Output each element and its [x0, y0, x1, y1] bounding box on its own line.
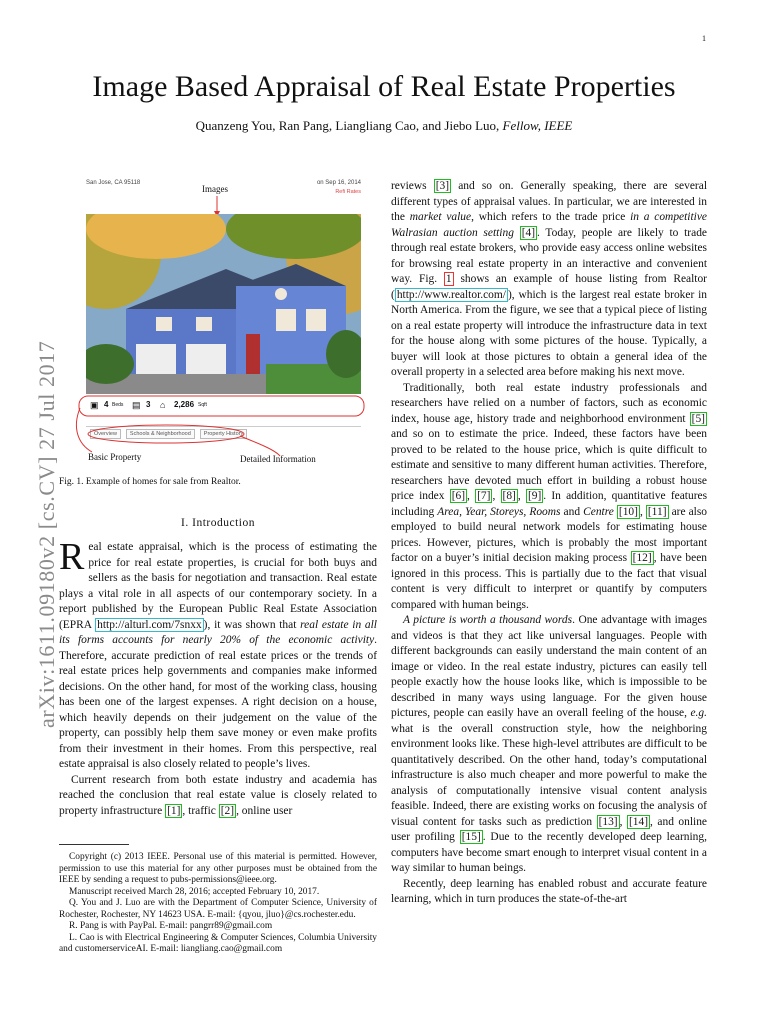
text: , have been ignored in this process. This is partially due to the fact that visual content is very difficult to interpret or quantify by computers compared with human beings.	[391, 552, 707, 611]
citation-link[interactable]: [5]	[691, 412, 705, 425]
text: ), it was shown that	[203, 618, 301, 631]
sqft-unit: Sqft	[198, 402, 207, 408]
text: ), which is the largest real estate broker in North America. From the figure, we see that a typical piece of listing on a real estate property will introduce the infrastructure data in text for the house along with some pictures of the house. Typically, a buyer will look at those pictures to obtain a general idea of the overall property in a selected area before making his next move.	[391, 288, 707, 378]
right-paragraph-1	[391, 179, 707, 381]
sqft-value: 2,286	[174, 400, 195, 409]
footnote: Manuscript received March 28, 2016; accepted February 10, 2017.	[69, 886, 320, 897]
citation-link[interactable]: [13]	[598, 815, 618, 828]
right-paragraph-3: A picture is worth a thousand words. One advantage with images and videos is that they act like universal languages. People with different backgrounds can easily understand the main content of an image or video. In the real estate industry, pictures can easily tell people exactly how the house looks like, which is impossible to be described in many ways using language. For the given house pictures, people can easily have an overall feeling of the house, e.g. what is the overall construction style, how the neighboring environment looks like. These high-level attributes are difficult to be quantitatively described. On the other hand, today’s computational infrastructure is also much cheaper and more powerful to make the analysis of computationally intensive visual content analysis feasible. Indeed, there are existing works on focusing the analysis of visual content for tasks such as prediction [13] , [14] , and online user profiling [15] . Due to the recently developed deep learning, computers have become smart enough to interpret visual content in a way similar to human beings.	[391, 614, 708, 874]
text: and	[560, 505, 584, 518]
beds-value: 4	[104, 400, 109, 409]
citation-link[interactable]: [3]	[435, 180, 450, 192]
intro-paragraph-2	[59, 773, 377, 820]
figure-images-label: Images	[202, 184, 228, 194]
sqft-icon: ⌂	[160, 400, 166, 410]
annotation-detailed: Detailed Information	[240, 454, 316, 464]
bath-icon: ▤	[132, 400, 141, 410]
tab-schools[interactable]: Schools & Neighborhood	[126, 429, 195, 439]
drop-cap: R	[59, 536, 85, 578]
footnote: L. Cao is with Electrical Engineering & Computer Sciences, Columbia University and customerserviceAI. E-mail: liangliang.cao@gmail.com	[59, 932, 377, 954]
text: , and online user profiling	[391, 815, 708, 843]
text: Current research from both estate industry and academia has reached the conclusion that real estate value is closely related to property infrastructure	[59, 773, 377, 817]
tab-history[interactable]: Property History	[200, 429, 247, 439]
author-names: Quanzeng You, Ran Pang, Liangliang Cao, and Jiebo Luo,	[195, 118, 500, 133]
citation-link[interactable]: [1]	[167, 804, 181, 817]
citation-link[interactable]: [2]	[220, 804, 235, 817]
citation-link[interactable]: [10]	[618, 505, 638, 518]
left-column	[59, 536, 377, 819]
citation-link[interactable]: [12]	[632, 552, 652, 564]
emphasis: Centre	[583, 505, 614, 518]
text: reviews	[391, 180, 434, 192]
text: . Today, people are likely to trade through real estate brokers, who provide easy access online websites for browsing real estate property in an interactive and convenient way. Fig.	[391, 226, 707, 285]
figure-location: San Jose, CA 95118	[86, 180, 141, 186]
emphasis: market value	[409, 211, 472, 223]
figure-caption: Fig. 1. Example of homes for sale from Realtor.	[59, 477, 241, 487]
baths-value: 3	[146, 400, 151, 409]
citation-link[interactable]: [11]	[647, 505, 667, 518]
text: what is the overall construction style, how the neighboring environment looks like. These high-level attributes are difficult to be quantitatively described. On the other hand, today’s computational infrastructure is also much cheaper and more powerful to make the analysis of computationally intensive visual content analysis feasible. Indeed, there are existing works on focusing the analysis of visual content for tasks such as prediction	[391, 722, 707, 828]
page-number: 1	[702, 34, 706, 43]
house-photo	[86, 214, 361, 402]
author-list	[0, 118, 768, 134]
epra-link[interactable]: http://alturl.com/7snxx	[97, 618, 202, 631]
annotation-lines	[70, 400, 330, 460]
text: Traditionally, both real estate industry professionals and researchers have relied on a number of factors, such as economic index, house age, history trade and neighborhood environment	[391, 381, 707, 425]
footnotes	[59, 852, 377, 956]
citation-link[interactable]: [14]	[628, 815, 649, 828]
emphasis: in a competitive Walrasian auction setting	[391, 211, 707, 239]
text: , which refers to the trade price	[471, 211, 631, 223]
realtor-link[interactable]: http://www.realtor.com/	[396, 288, 506, 301]
citation-link[interactable]: [9]	[527, 490, 542, 502]
author-suffix: Fellow, IEEE	[502, 118, 573, 133]
emphasis: A picture is worth a thousand words	[403, 614, 573, 626]
figure-date-sub: Refi Rates	[335, 189, 361, 195]
section-heading: I. Introduction	[181, 517, 255, 529]
text: . Therefore, accurate prediction of real estate prices or the trends of real estate prices help governments and companies make informed decisions. On the other hand, for most of the working class, housing has been one of the largest expenses. A right decision on a house, which heavily depends on their judgement on the value of the property, can possibly help them save money or even make profits from their investment in their homes. From this perspective, real estate appraisal is also closely related to people’s lives.	[59, 634, 377, 770]
footnote: Copyright (c) 2013 IEEE. Personal use of this material is permitted. However, permission to use this material for any other purposes must be obtained from the IEEE by sending a request to pubs-permissions@ieee.org.	[59, 852, 377, 885]
emphasis: e.g.	[690, 707, 707, 719]
arxiv-stamp: arXiv:1611.09180v2 [cs.CV] 27 Jul 2017	[34, 340, 59, 728]
bed-icon: ▣	[90, 400, 99, 410]
tab-overview[interactable]: Overview	[90, 429, 121, 439]
figure-link[interactable]: 1	[445, 273, 452, 285]
beds-unit: Beds	[112, 402, 124, 408]
text: . Due to the recently developed deep learning, computers have become smart enough to interpret visual content in a way similar to human beings.	[391, 831, 707, 874]
annotation-basic: Basic Property	[88, 452, 142, 462]
paper-title: Image Based Appraisal of Real Estate Properties	[92, 70, 676, 103]
text: and so on to estimate the price. Indeed, these factors have been proved to be related to the house price, which is quite difficult to estimate and sensitive to many different human activities. Therefore, researchers have devoted much effort in building a robust house price index	[391, 428, 707, 502]
text: eal estate appraisal, which is the process of estimating the price for real estate properties, is crucial for both buys and sellers as the basis for negotiation and transaction. Real estate plays a vital role in all aspects of our contemporary society. In a report published by the European Public Real Estate Association (EPRA	[59, 541, 377, 631]
text: . One advantage with images and videos is that they act like universal languages. People with different backgrounds can easily understand the main content of an image or video. In the real estate industry, pictures can easily tell people exactly how the house looks like, which is impossible to be described in many ways using language. For the given house pictures, people can easily have an overall feeling of the house,	[391, 614, 707, 719]
right-paragraph-2: Traditionally, both real estate industry professionals and researchers have relied on a number of factors, such as economic index, house age, history trade and neighborhood environment [5] and so on to estimate the price. Indeed, these factors have been proved to be related to the house price, which is quite difficult to estimate and sensitive to many different human activities. Therefore, researchers have devoted much effort in building a robust house price index [6] , [7] , [8] , [9] . In addition, quantitative features including Area, Year, Storeys, Rooms and Centre [10] , [11] are also employed to build neural network models for estimating house prices. However, pictures, which is probably the most important factor on a buyer’s initial decision making process [12] , have been ignored in this process. This is partially due to the fact that visual content is very difficult to interpret or quantify by computers compared with human beings.	[391, 381, 708, 611]
footnote: R. Pang is with PayPal. E-mail: pangrr89@gmail.com	[69, 921, 273, 931]
citation-link[interactable]: [7]	[477, 490, 491, 502]
right-paragraph-4: Recently, deep learning has enabled robust and accurate feature learning, which in turn produces the state-of-the-art	[391, 877, 707, 905]
text: shows an example of house listing from Realtor (	[391, 273, 707, 301]
text	[514, 227, 520, 239]
citation-link[interactable]: [15]	[461, 831, 481, 843]
text: . In addition, quantitative features including	[391, 490, 708, 518]
text: , traffic	[182, 804, 219, 817]
citation-link[interactable]: [8]	[502, 490, 516, 502]
text: and so on. Generally speaking, there are several different types of appraisal values. In particular, we are interested in the	[391, 180, 707, 223]
figure-date: on Sep 16, 2014	[316, 180, 361, 186]
citation-link[interactable]: [4]	[521, 226, 536, 239]
right-column	[391, 179, 707, 908]
footnote: Q. You and J. Luo are with the Department of Computer Science, University of Rochester, Rochester, NY 14623 USA. E-mail: {qyou, jluo}@cs.rochester.edu.	[59, 898, 377, 920]
emphasis: real estate in all its forms accounts for nearly 20% of the economic activity	[59, 618, 377, 646]
footnote-rule	[59, 844, 129, 845]
text: are also employed to build neural network models for estimating house prices. However, pictures, which is probably the most important factor on a buyer’s initial decision making process	[391, 505, 708, 564]
text: , online user	[236, 804, 293, 817]
intro-paragraph-1	[59, 536, 377, 773]
emphasis: Area, Year, Storeys, Rooms	[437, 505, 561, 518]
citation-link[interactable]: [6]	[451, 490, 466, 502]
